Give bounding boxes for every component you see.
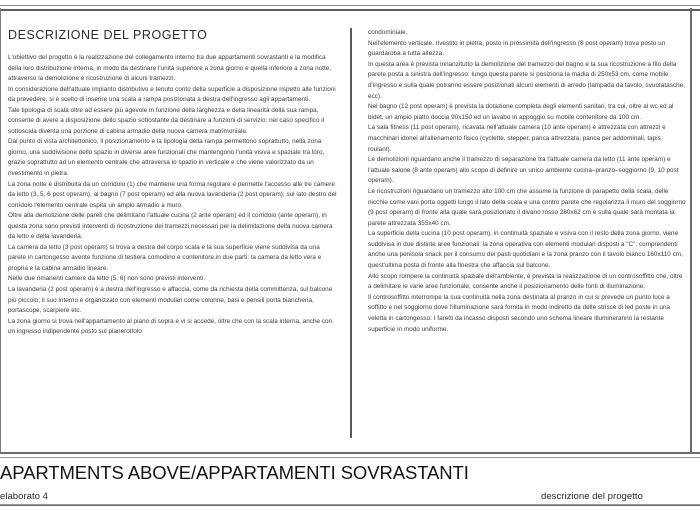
left-column-text: L'obiettivo del progetto è la realizzazione del collegamento interno tra due appartamenti sovrastanti e la modifica della loro distribuzione interna, in modo da destinare l'unità superiore a zona giorno e quella inferiore a zona notte, attraverso la demolizione e ricostruzione di alcuni tramezzi. In considerazione dell'attuale impianto distributivo e tenuto conto della superficie a disposizione rispetto alle funzioni da prevedere, si è scelto di inserire una scala a rampa posizionata a destra dell'ingresso agli appartamenti. Tale tipologia di scala oltre ad essere più agevole in funzione della larghezza e della linearità della sua rampa, consente di avere a disposizione dello spazio sottostante da destinare a funzioni di servizio: nel caso specifico il sottoscala diventa una porzione di cabina armadio della nuova camera matrimoniale. Dal punto di vista architettonico, il posizionamento e la tipologia della rampa permettono soprattutto, nella zona giorno, una suddivisione dello spazio in diverse aree funzionali che mantengono l'unità visiva e spaziale tra loro, grazie soprattutto ad un elemento centrale che attraversa lo spazio in verticale e che viene valorizzato da un rivestimento in pietra. La zona notte è distribuita da un corridoio (1) che mantiene una forma regolare e permette l'accesso alle tre camere da letto (3, 5, 6 post operam), al bagno (7 post operam) ed alla nuova lavanderia (2 post operam); sul lato destro del corridoio l'elemento centrale ospita un ampio armadio a muro. Oltre alla demolizione delle pareti che delimitano l'attuale cucina (2 ante operam) ed il corridoio (ante operam), in questa zona sono previsti interventi di ricostruzione dei tramezzi necessari per la delimitazione della nuova camera da letto e della lavanderia. La camera da letto (3 post operam) si trova a destra del corpo scala e la sua superficie viene suddivisa da una parete in cartongesso avente funzione di testiera comodino e contenitore,in due parti: la camera da letto vera e propria e la cabina armadio lineare. Nelle due rimanenti camere da letto (5, 6) non sono previsti interventi. La lavanderia (2 post operam) è a destra dell'ingresso e affaccia, come da richiesta della committenza, sul balcone più piccolo; il suo interno è organizzato con elementi modulari come colonne, basi e pensili porta biancheria, portascope, scarpiere etc. La zona giorno si trova nell'appartamento al piano di sopra e vi si accede, oltre che con la scala interna, anche con un ingresso indipendente posto sul pianerottolo (8, 54, 337, 336)
title-block-sub-row (0, 491, 700, 507)
sheet-frame-top-rule (0, 5, 700, 11)
title-block-drawing-subject: descrizione del progetto (541, 491, 643, 502)
title-block-inner-frame (0, 457, 700, 505)
page-title: DESCRIZIONE DEL PROGETTO (8, 28, 208, 42)
column-divider (350, 28, 352, 438)
text-column-left (8, 28, 338, 440)
title-block (0, 452, 700, 506)
text-column-right (368, 28, 686, 440)
title-block-sheet-title: APARTMENTS ABOVE/APPARTAMENTI SOVRASTANTI (0, 462, 469, 483)
title-block-drawing-number: elaborato 4 (0, 491, 49, 502)
right-column-text: condominiale. Nell'elemento verticale, rivestito in pietra, posto in prossimità dell'ingresso (8 post operam) trova posto un guardaroba a tutta altezza. In questa area è prevista innanzitutto la demolizione del tramezzo del bagno e la sua ricostruzione a filo della parete posta a sinistra dell'ingresso: lungo questa parete si posiziona la madia di 250x53 cm, come mobile d'ingresso e sulla quale potranno essere posizionati alcuni elementi di arredo (lampada da tavolo, svuotatasche, ecc). Nel bagno (12 post operam) è prevista la dotazione completa degli elementi sanitari, tra cui, oltre al wc ed al bidet, un ampio piatto doccia 90x150 ed un lavabo in appoggio su mobile contenitore da 100 cm. La sala fitness (11 post operam), ricavata nell'attuale camera (10 ante operam) è attrezzata con attrezzi e macchinari idonei all'allenamento fisico (cyclette, stepper, panca attrezzata, panca per addominali, tapis roulant). Le demolizioni riguardano anche il tramezzo di separazione tra l'attuale camera da letto (11 ante operam) e l'attuale salone (8 ante operam) allo scopo di definire un unico ambiente cucina–pranzo–soggiorno (9, 10 post operam). Le ricostruzioni riguardano un tramezzo alto 100 cm che assume la funzione di parapetto della scala, delle nicchie come vani porta oggetti lungo il lato della scala e una contro parete che regolarizza il muro del soggiorno (9 post operam) di fronte alla quale sarà posizionato il divano rosso 280x62 cm e sulla quale sarà montata la parete attrezzata 355x40 cm. La superficie della cucina (10 post operam), in continuità spaziale e visiva con il resto della zona giorno, viene suddivisa in due distinte aree funzionali: la zona operativa con elementi modulari disposti a "C", comprendenti anche una penisola snack per il consumo dei pasti quotidiani e la zona pranzo con il tavolo bianco 160x110 cm, quest'ultima posta di fronte alla finestra che affaccia sul balcone. Allo scopo rompere la continuità spaziale dell'ambiente, è prevista la realizzazione di un controsoffitto che, oltre a delimitare le varie aree funzionale, consente anche il posizionamento delle fonti di illuminazione. Il controsoffitto interrompe la sua continuità nella zona destinata al pranzo in cui si prevede un punto luce a soffitto e nel soggiorno dove l'illuminazione sarà fornita in modo indiretto da delle strisce di led poste in una veletta in cartongesso: I faretti da incasso disposti secondo uno schema lineare illumineranno la restante superficie in modo uniforme. (368, 29, 686, 333)
